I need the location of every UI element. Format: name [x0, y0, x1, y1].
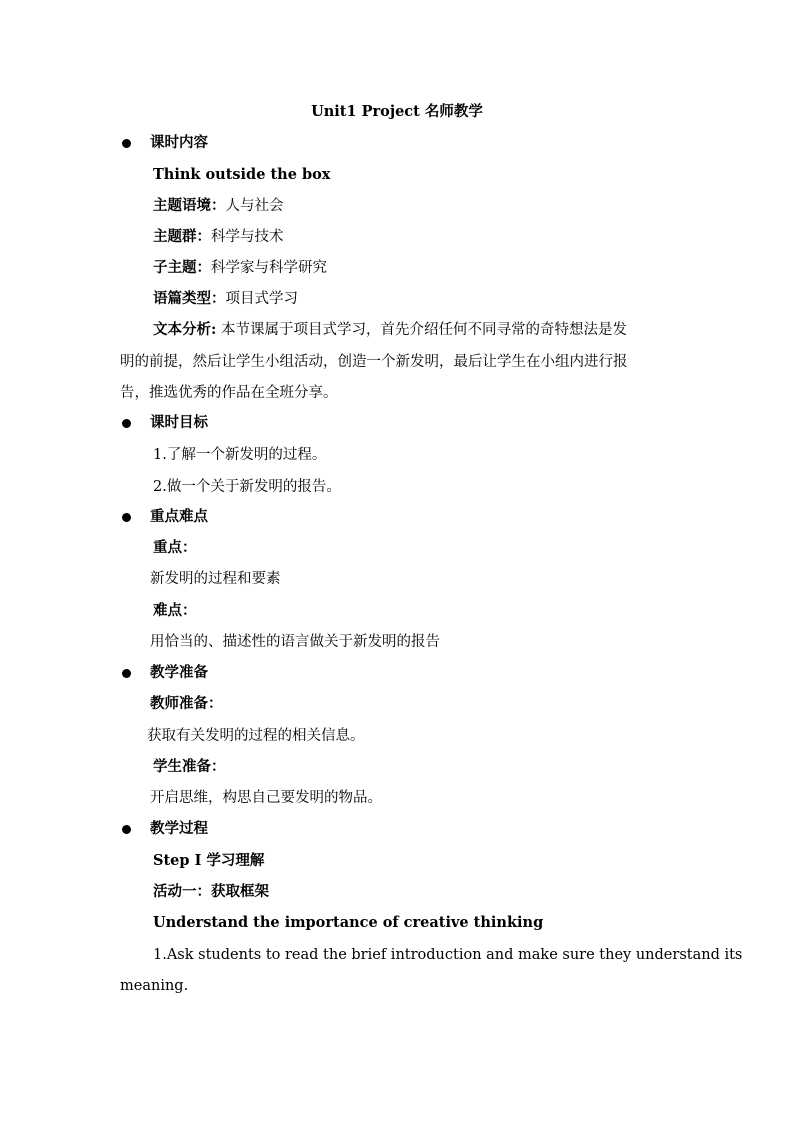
student-prep-label: 学生准备：: [153, 758, 226, 775]
goal-item-1: 1.了解一个新发明的过程。: [153, 447, 327, 463]
key-point-value: 新发明的过程和要素: [150, 571, 281, 587]
analysis-line-2: 明的前提，然后让学生小组活动，创造一个新发明，最后让学生在小组内进行报: [120, 354, 628, 370]
goal-item-2: 2.做一个关于新发明的报告。: [153, 479, 341, 495]
analysis-line-3: 告，推选优秀的作品在全班分享。: [120, 385, 338, 401]
step-heading: Step I 学习理解: [153, 852, 265, 869]
group-row: [153, 227, 284, 247]
context-value: 人与社会: [225, 198, 284, 214]
group-label: 主题群：: [153, 228, 211, 245]
section-heading-key-points: 重点难点: [150, 508, 208, 525]
group-value: 科学与技术: [211, 229, 284, 245]
bullet-icon: [122, 513, 131, 522]
teacher-prep-value: 获取有关发明的过程的相关信息。: [147, 728, 365, 744]
subtopic-value: 科学家与科学研究: [211, 260, 327, 276]
teacher-prep-label: 教师准备：: [150, 695, 223, 712]
paragraph-line-2: meaning.: [120, 978, 189, 994]
student-prep-value: 开启思维，构思自己要发明的物品。: [150, 790, 382, 806]
analysis-text-1: 本节课属于项目式学习，首先介绍任何不同寻常的奇特想法是发: [216, 322, 627, 338]
section-heading-lesson-content: 课时内容: [150, 134, 208, 151]
bullet-icon: [122, 669, 131, 678]
analysis-label: 文本分析:: [153, 321, 217, 338]
context-label: 主题语境：: [153, 197, 226, 214]
key-point-label: 重点：: [153, 539, 197, 556]
page-title: Unit1 Project 名师教学: [311, 103, 483, 120]
text-type-row: [153, 289, 298, 309]
understand-heading: Understand the importance of creative thinking: [153, 914, 544, 931]
section-heading-process: 教学过程: [150, 820, 208, 837]
text-type-value: 项目式学习: [225, 291, 298, 307]
section-heading-preparation: 教学准备: [150, 664, 208, 681]
text-type-label: 语篇类型：: [153, 290, 226, 307]
difficulty-value: 用恰当的、描述性的语言做关于新发明的报告: [150, 634, 440, 650]
activity-heading: 活动一：获取框架: [153, 883, 269, 900]
subtopic-row: [153, 258, 327, 278]
section-heading-goals: 课时目标: [150, 414, 208, 431]
analysis-line-1: [153, 320, 627, 340]
topic-title: Think outside the box: [153, 166, 331, 183]
difficulty-label: 难点：: [153, 602, 197, 619]
context-row: [153, 196, 284, 216]
paragraph-line-1: 1.Ask students to read the brief introduction and make sure they understand its: [153, 947, 743, 963]
bullet-icon: [122, 825, 131, 834]
subtopic-label: 子主题：: [153, 259, 211, 276]
bullet-icon: [122, 419, 131, 428]
bullet-icon: [122, 139, 131, 148]
